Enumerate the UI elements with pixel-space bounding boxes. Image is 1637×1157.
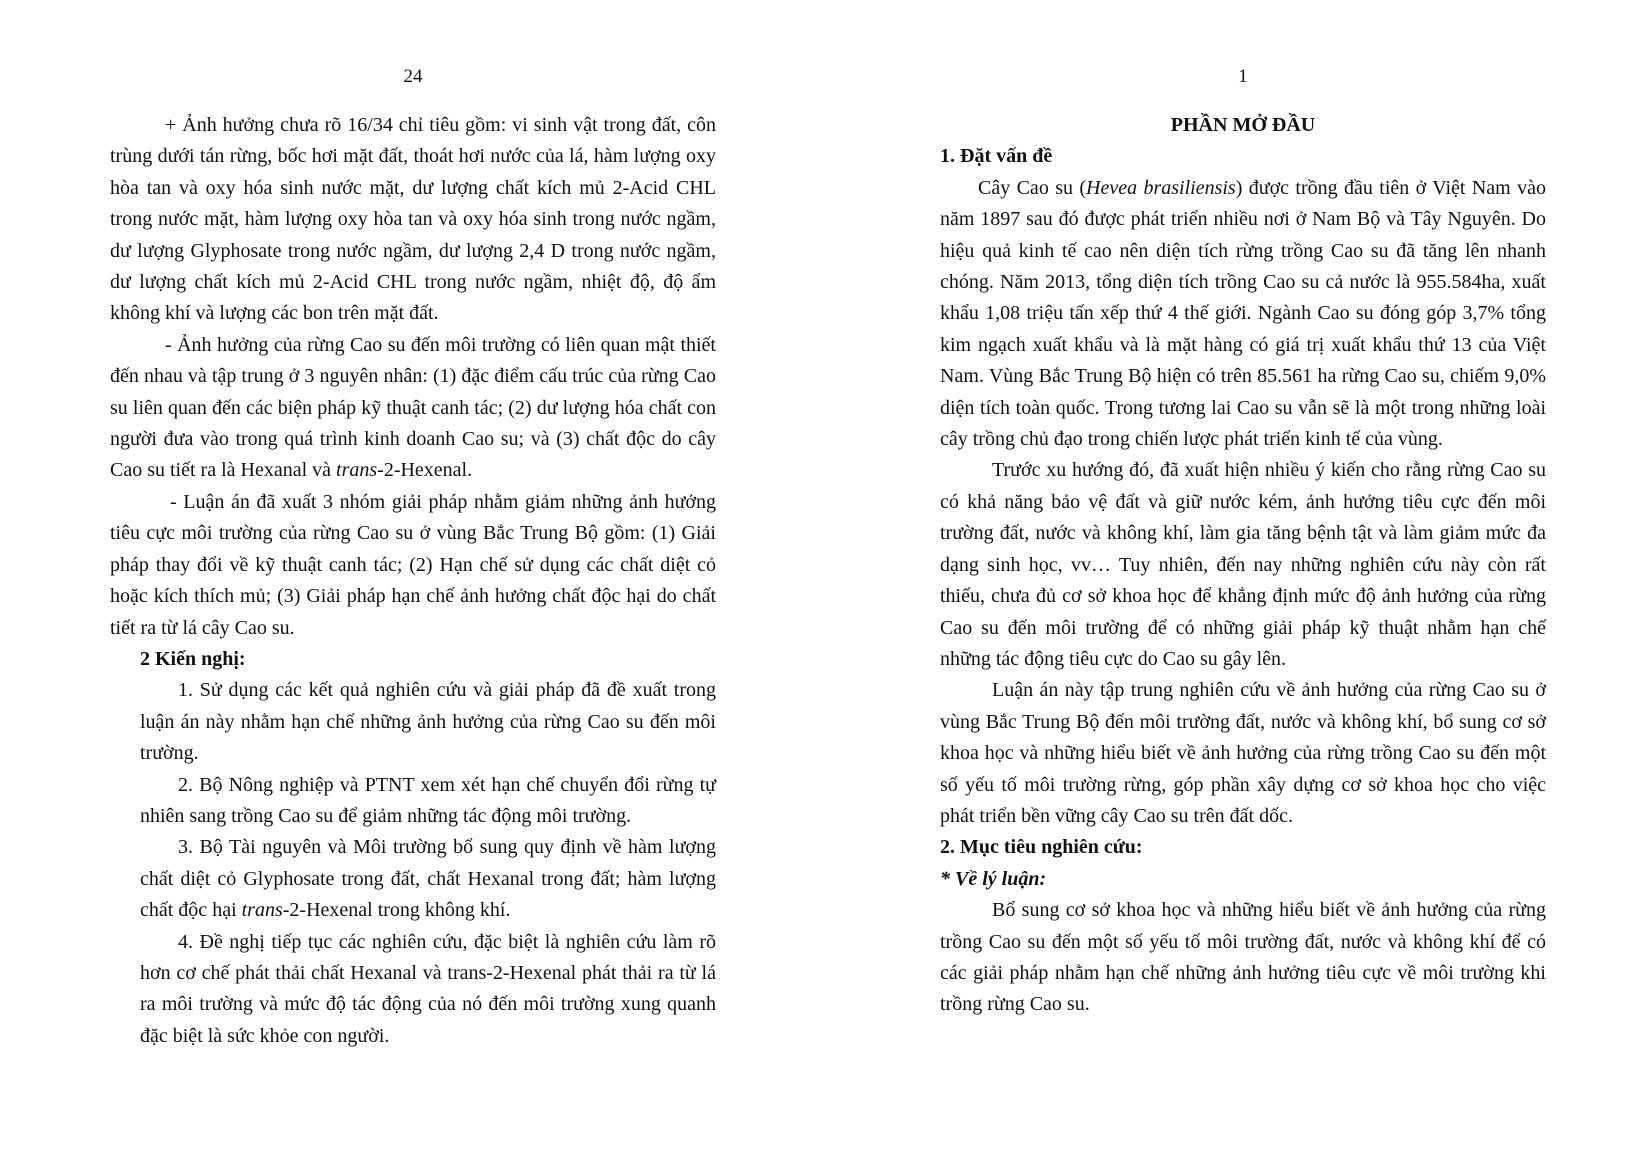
recommendation-2: 2. Bộ Nông nghiệp và PTNT xem xét hạn chế chuyển đổi rừng tự nhiên sang trồng Cao su để giảm những tác động môi trường.: [140, 773, 716, 827]
right-page-number: 1: [1238, 66, 1248, 87]
section-title: PHẦN MỞ ĐẦU: [1170, 114, 1316, 136]
history-text: Cây Cao su (: [978, 176, 1087, 199]
causes-text-end: -2-Hexenal.: [377, 459, 473, 482]
rec3-text: 3. Bộ Tài nguyên và Môi trường bổ sung quy định về hàm lượng chất diệt cỏ Glyphosate trong đất, chất Hexanal trong đất; hàm lượng chất độc hại: [140, 836, 716, 922]
rec3-text-end: -2-Hexenal trong không khí.: [282, 899, 511, 922]
causes-italic: trans: [336, 459, 378, 482]
heading-recommendations: 2 Kiến nghị:: [140, 647, 246, 670]
recommendation-1: 1. Sử dụng các kết quả nghiên cứu và giải pháp đã đề xuất trong luận án này nhằm hạn chế những ảnh hưởng của rừng Cao su đến môi trường.: [140, 679, 716, 765]
heading-research-objectives: 2. Mục tiêu nghiên cứu:: [940, 836, 1143, 859]
left-page: [110, 0, 716, 1157]
recommendation-3: [140, 832, 716, 926]
paragraph-solutions: - Luận án đã xuất 3 nhóm giải pháp nhằm giảm những ảnh hưởng tiêu cực môi trường của rừng Cao su ở vùng Bắc Trung Bộ gồm: (1) Giải pháp thay đổi về kỹ thuật canh tác; (2) Hạn chế sử dụng các chất diệt cỏ hoặc kích thích mủ; (3) Giải pháp hạn chế ảnh hưởng chất độc hại do chất tiết ra từ lá cây Cao su.: [110, 490, 716, 639]
recommendation-4: 4. Đề nghị tiếp tục các nghiên cứu, đặc biệt là nghiên cứu làm rõ hơn cơ chế phát thải chất Hexanal và trans-2-Hexenal phát thải ra từ lá ra môi trường và mức độ tác động của nó đến môi trường xung quanh đặc biệt là sức khỏe con người.: [140, 930, 716, 1047]
causes-text: - Ảnh hưởng của rừng Cao su đến môi trường có liên quan mật thiết đến nhau và tập trung ở 3 nguyên nhân: (1) đặc điểm cấu trúc của rừng Cao su liên quan đến các biện pháp kỹ thuật canh tác; (2) dư lượng hóa chất con người đưa vào trong quá trình kinh doanh Cao su; và (3) chất độc do cây Cao su tiết ra là Hexanal và: [110, 333, 716, 482]
paragraph-concerns: Trước xu hướng đó, đã xuất hiện nhiều ý kiến cho rằng rừng Cao su có khả năng bảo vệ đất và giữ nước kém, ảnh hưởng tiêu cực đến môi trường đất, nước và không khí, làm gia tăng bệnh tật và làm giảm mức đa dạng sinh học, vv… Tuy nhiên, đến nay những nghiên cứu này còn rất thiếu, chưa đủ cơ sở khoa học để khẳng định mức độ ảnh hưởng của rừng Cao su đến môi trường để có những giải pháp kỹ thuật nhằm hạn chế những tác động tiêu cực do Cao su gây lên.: [940, 459, 1546, 670]
paragraph-thesis-focus: Luận án này tập trung nghiên cứu về ảnh hưởng của rừng Cao su ở vùng Bắc Trung Bộ đến môi trường đất, nước và không khí, bổ sung cơ sở khoa học và những hiểu biết về ảnh hưởng của rừng trồng Cao su đến một số yếu tố môi trường rừng, góp phần xây dựng cơ sở khoa học cho việc phát triển bền vững cây Cao su trên đất dốc.: [940, 679, 1546, 827]
paragraph-unclear-effects: + Ảnh hưởng chưa rõ 16/34 chỉ tiêu gồm: vi sinh vật trong đất, côn trùng dưới tán rừng, bốc hơi mặt đất, thoát hơi nước của lá, hàm lượng oxy hòa tan và oxy hóa sinh nước mặt, dư lượng chất kích mủ 2-Acid CHL trong nước mặt, hàm lượng oxy hòa tan và oxy hóa sinh trong nước ngầm, dư lượng Glyphosate trong nước ngầm, dư lượng 2,4 D trong nước ngầm, dư lượng chất kích mủ 2-Acid CHL trong nước ngầm, nhiệt độ, độ ẩm không khí và lượng các bon trên mặt đất.: [110, 114, 716, 325]
right-page-body: [940, 110, 1546, 1021]
history-text-end: ) được trồng đầu tiên ở Việt Nam vào năm 1897 sau đó được phát triển nhiều nơi ở Nam Bộ và Tây Nguyên. Do hiệu quả kinh tế cao nên diện tích rừng trồng Cao su đã tăng lên nhanh chóng. Năm 2013, tổng diện tích trồng Cao su cả nước là 955.584ha, xuất khẩu 1,08 triệu tấn xếp thứ 4 thế giới. Ngành Cao su đóng góp 3,7% tổng kim ngạch xuất khẩu và là mặt hàng có giá trị xuất khẩu thứ 13 của Việt Nam. Vùng Bắc Trung Bộ hiện có trên 85.561 ha rừng Cao su, chiếm 9,0% diện tích toàn quốc. Trong tương lai Cao su vẫn sẽ là một trong những loài cây trồng chủ đạo trong chiến lược phát triển kinh tế của vùng.: [940, 176, 1546, 451]
heading-problem-statement: 1. Đặt vấn đề: [940, 145, 1053, 168]
subheading-theory: * Về lý luận:: [940, 867, 1047, 890]
left-page-number: 24: [403, 66, 423, 87]
paragraph-theory-objective: Bổ sung cơ sở khoa học và những hiểu biết về ảnh hưởng của rừng trồng Cao su đến một số yếu tố môi trường đất, nước và không khí để có các giải pháp nhằm hạn chế những ảnh hưởng tiêu cực về môi trường khi trồng rừng Cao su.: [940, 899, 1546, 1016]
scientific-name: Hevea brasiliensis: [1086, 176, 1236, 199]
left-page-body: [110, 110, 716, 1052]
right-page: [940, 0, 1546, 1157]
rec3-italic: trans: [241, 899, 283, 922]
paragraph-causes: [110, 330, 716, 487]
paragraph-rubber-history: [940, 173, 1546, 456]
